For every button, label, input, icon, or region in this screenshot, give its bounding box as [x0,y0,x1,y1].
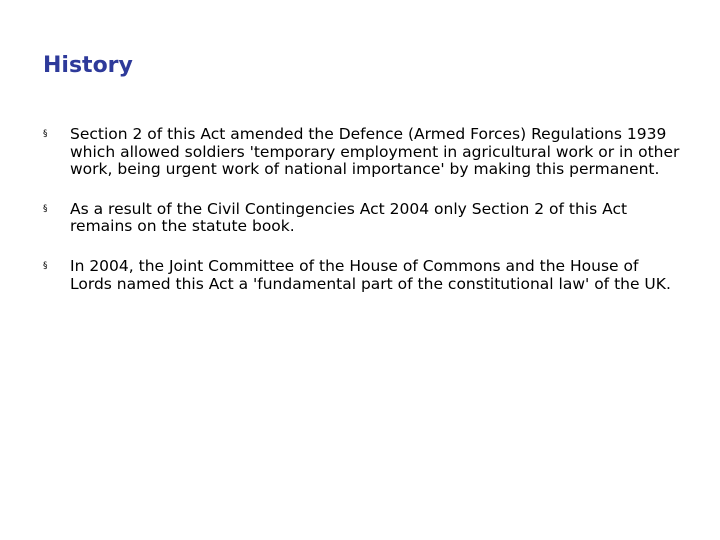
bullet-icon: § [43,129,48,139]
list-item [43,258,683,293]
bullet-text: In 2004, the Joint Committee of the House of Commons and the House of Lords named this Act a 'fundamental part of the constitutional law' of the UK. [70,256,671,293]
bullet-list [43,126,683,293]
page-title: History [43,53,133,78]
bullet-text: Section 2 of this Act amended the Defence (Armed Forces) Regulations 1939 which allowed soldiers 'temporary employment in agricultural work or in other work, being urgent work of national importance' by making this permanent. [70,125,680,179]
bullet-icon: § [43,260,48,271]
list-item [43,201,683,236]
bullet-text: As a result of the Civil Contingencies Act 2004 only Section 2 of this Act remains on the statute book. [70,199,628,236]
list-item [43,126,683,179]
bullet-icon: § [43,203,48,214]
